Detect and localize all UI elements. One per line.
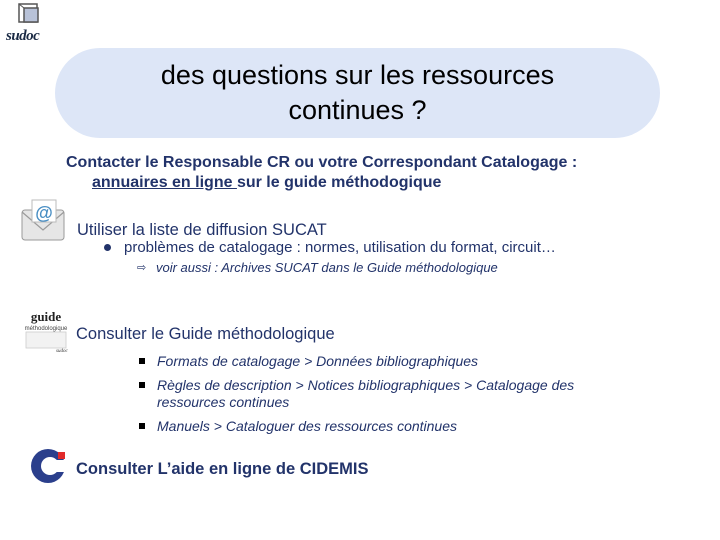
guide-heading: Consulter le Guide méthodologique <box>76 325 335 343</box>
annuaires-link[interactable]: annuaires en ligne <box>92 174 237 191</box>
guide-item-3 <box>157 417 457 435</box>
svg-text:sudoc: sudoc <box>56 349 68 354</box>
square-bullet <box>139 382 145 388</box>
svg-text:@: @ <box>35 203 53 223</box>
square-bullet <box>139 423 145 429</box>
guide-item-2-em[interactable]: Règles de description <box>157 377 296 393</box>
title-line-1: des questions sur les ressources <box>160 60 555 90</box>
page-title <box>55 58 660 128</box>
guide-item-3-rest: > Cataloguer des ressources continues <box>209 418 458 434</box>
guide-item-2-rest: > Notices bibliographiques > Catalogage des <box>295 377 575 393</box>
arrow-right-icon: ⇨ <box>137 262 147 274</box>
guide-item-2 <box>157 376 657 394</box>
guide-item-1-em[interactable]: Formats de catalogage <box>157 353 301 369</box>
svg-text:guide: guide <box>30 309 62 324</box>
contact-text: Contacter le Responsable CR ou votre Correspondant Catalogage : <box>66 154 578 171</box>
sudoc-logo-text: sudoc <box>6 28 40 44</box>
sucat-heading: Utiliser la liste de diffusion SUCAT <box>77 221 327 239</box>
guide-item-1-rest: > Données bibliographiques <box>300 353 479 369</box>
cidemis-logo-icon <box>28 446 68 486</box>
title-line-2: continues ? <box>288 95 427 125</box>
sucat-see-also: voir aussi : Archives SUCAT dans le Guide méthodologique <box>156 260 498 275</box>
guide-book-icon <box>24 308 70 354</box>
contact-suffix: sur le guide méthodogique <box>236 174 442 191</box>
at-envelope-icon <box>20 198 66 242</box>
guide-item-1 <box>157 352 478 370</box>
cidemis-heading[interactable]: Consulter L’aide en ligne de CIDEMIS <box>76 460 369 478</box>
svg-text:méthodologique: méthodologique <box>24 326 68 332</box>
sucat-bullet: problèmes de catalogage : normes, utilisation du format, circuit… <box>124 239 556 256</box>
guide-item-3-em[interactable]: Manuels <box>157 418 210 434</box>
square-bullet <box>139 358 145 364</box>
guide-item-2-cont: ressources continues <box>157 394 290 410</box>
contact-line-2 <box>92 173 441 193</box>
bullet-dot <box>104 244 111 251</box>
